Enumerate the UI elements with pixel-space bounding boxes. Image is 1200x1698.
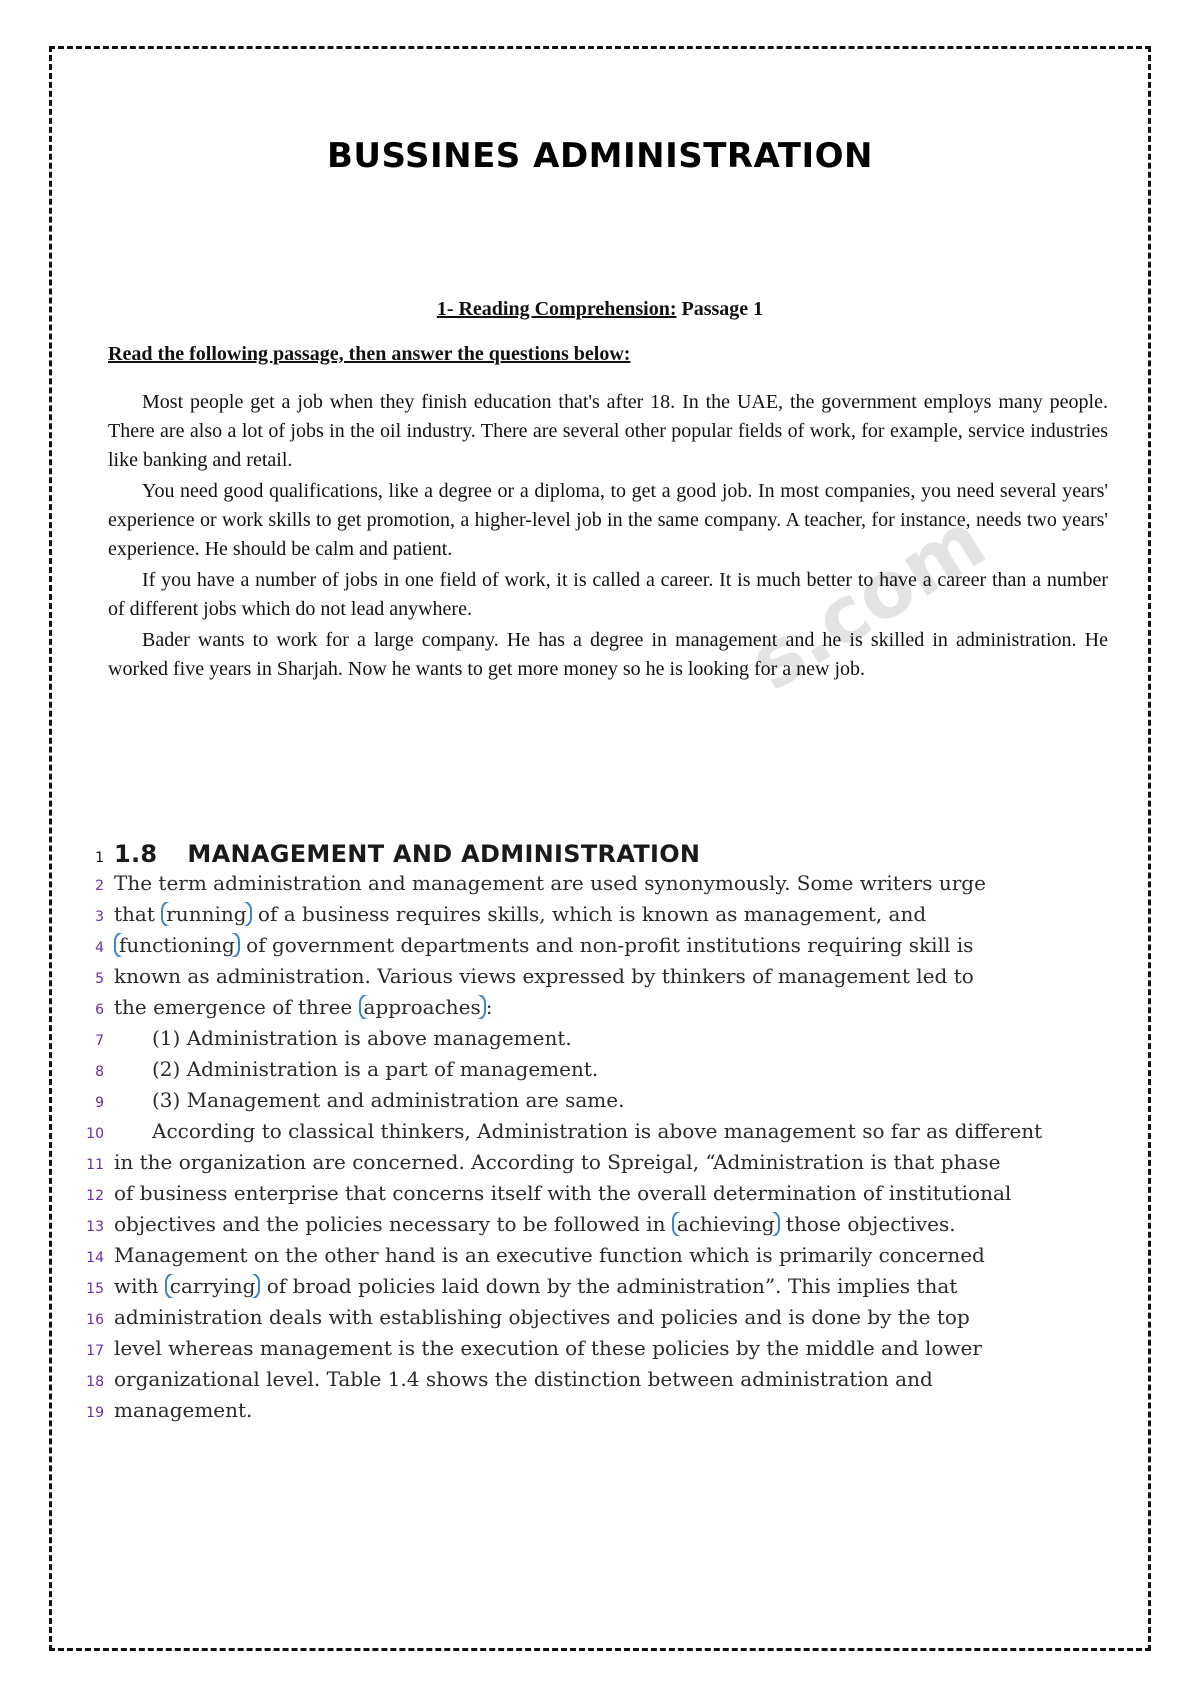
list-item: (2) Administration is a part of management.: [152, 1057, 599, 1081]
list-item: (3) Management and administration are same.: [152, 1088, 625, 1112]
text-run: :: [485, 995, 493, 1019]
line-number: 4: [95, 940, 104, 956]
line-text: [114, 1274, 1120, 1298]
text-run: of government departments and non-profit institutions requiring skill is: [239, 933, 974, 957]
highlighted-word: carrying: [165, 1274, 261, 1298]
line-number: 17: [86, 1343, 104, 1359]
line-text: [114, 995, 1120, 1019]
excerpt-line: [70, 1057, 1120, 1088]
text-run: of a business requires skills, which is known as management, and: [251, 902, 927, 926]
reading-passage: [108, 388, 1108, 686]
line-text: in the organization are concerned. According to Spreigal, “Administration is that phase: [114, 1150, 1001, 1174]
excerpt-line: [70, 1305, 1120, 1336]
line-number: 16: [86, 1312, 104, 1328]
excerpt-line: [70, 1274, 1120, 1305]
line-number: 19: [86, 1405, 104, 1421]
highlighted-word: approaches: [359, 995, 486, 1019]
excerpt-line: [70, 1336, 1120, 1367]
excerpt-line: [70, 1398, 1120, 1429]
excerpt-line: [70, 1243, 1120, 1274]
passage-paragraph: Most people get a job when they finish education that's after 18. In the UAE, the government employs many people. There are also a lot of jobs in the oil industry. There are several other popular fields of work, for example, service industries like banking and retail.: [108, 391, 1108, 471]
text-run: objectives and the policies necessary to be followed in: [114, 1212, 672, 1236]
line-text: [114, 1212, 1120, 1236]
highlighted-word: achieving: [672, 1212, 780, 1236]
line-text: [114, 902, 1120, 926]
line-text: Management on the other hand is an executive function which is primarily concerned: [114, 1243, 985, 1267]
line-number: 7: [95, 1033, 104, 1049]
line-number: 9: [95, 1095, 104, 1111]
excerpt-line: [70, 1119, 1120, 1150]
line-text: level whereas management is the execution of these policies by the middle and lower: [114, 1336, 982, 1360]
subheading-rest: Passage 1: [676, 298, 764, 320]
section-number: 1.8: [114, 840, 158, 868]
line-number: 14: [86, 1250, 104, 1266]
passage-paragraph: Bader wants to work for a large company. He has a degree in management and he is skilled in administration. He worked five years in Sharjah. Now he wants to get more money so he is looking for a new job.: [108, 629, 1108, 680]
text-run: the emergence of three: [114, 995, 359, 1019]
excerpt-line: [70, 871, 1120, 902]
highlighted-word: running: [161, 902, 251, 926]
line-number: 11: [86, 1157, 104, 1173]
line-number: 5: [95, 971, 104, 987]
section-heading-text: MANAGEMENT AND ADMINISTRATION: [187, 840, 701, 868]
list-item: (1) Administration is above management.: [152, 1026, 572, 1050]
text-run: with: [114, 1274, 165, 1298]
line-number: 1: [95, 850, 104, 866]
line-text: of business enterprise that concerns itself with the overall determination of institutional: [114, 1181, 1012, 1205]
excerpt-line: [70, 1088, 1120, 1119]
line-number: 13: [86, 1219, 104, 1235]
line-number: 12: [86, 1188, 104, 1204]
line-text: known as administration. Various views expressed by thinkers of management led to: [114, 964, 974, 988]
text-run: that: [114, 902, 162, 926]
text-run: those objectives.: [779, 1212, 956, 1236]
excerpt-line: [70, 902, 1120, 933]
line-text: organizational level. Table 1.4 shows the distinction between administration and: [114, 1367, 933, 1391]
text-run: of broad policies laid down by the administration”. This implies that: [260, 1274, 958, 1298]
line-number: 2: [95, 878, 104, 894]
line-text: [114, 933, 1120, 957]
line-number: 18: [86, 1374, 104, 1390]
subheading-label: 1- Reading Comprehension:: [436, 298, 677, 320]
instruction: Read the following passage, then answer the questions below:: [108, 343, 631, 365]
section-heading: [114, 840, 1120, 868]
line-text: management.: [114, 1398, 253, 1422]
line-number: 8: [95, 1064, 104, 1080]
line-text: The term administration and management are used synonymously. Some writers urge: [114, 871, 986, 895]
excerpt-line: [70, 840, 1120, 871]
line-number: 6: [95, 1002, 104, 1018]
excerpt-line: [70, 1150, 1120, 1181]
section-subheading: [0, 298, 1200, 321]
watermark: s.com: [735, 495, 1001, 709]
textbook-excerpt: [70, 840, 1120, 1429]
line-number: 15: [86, 1281, 104, 1297]
excerpt-line: [70, 1212, 1120, 1243]
page-title: BUSSINES ADMINISTRATION: [327, 136, 873, 176]
excerpt-line: [70, 1026, 1120, 1057]
line-number: 10: [86, 1126, 104, 1142]
line-number: 3: [95, 909, 104, 925]
excerpt-line: [70, 995, 1120, 1026]
line-text: administration deals with establishing objectives and policies and is done by the top: [114, 1305, 970, 1329]
excerpt-line: [70, 933, 1120, 964]
highlighted-word: functioning: [114, 933, 240, 957]
excerpt-line: [70, 1367, 1120, 1398]
passage-paragraph: You need good qualifications, like a degree or a diploma, to get a good job. In most companies, you need several years' experience or work skills to get promotion, a higher-level job in the same company. A teacher, for instance, needs two years' experience. He should be calm and patient.: [108, 480, 1108, 560]
line-text: According to classical thinkers, Administration is above management so far as different: [152, 1119, 1043, 1143]
excerpt-line: [70, 1181, 1120, 1212]
excerpt-line: [70, 964, 1120, 995]
passage-paragraph: If you have a number of jobs in one field of work, it is called a career. It is much better to have a career than a number of different jobs which do not lead anywhere.: [108, 569, 1108, 620]
